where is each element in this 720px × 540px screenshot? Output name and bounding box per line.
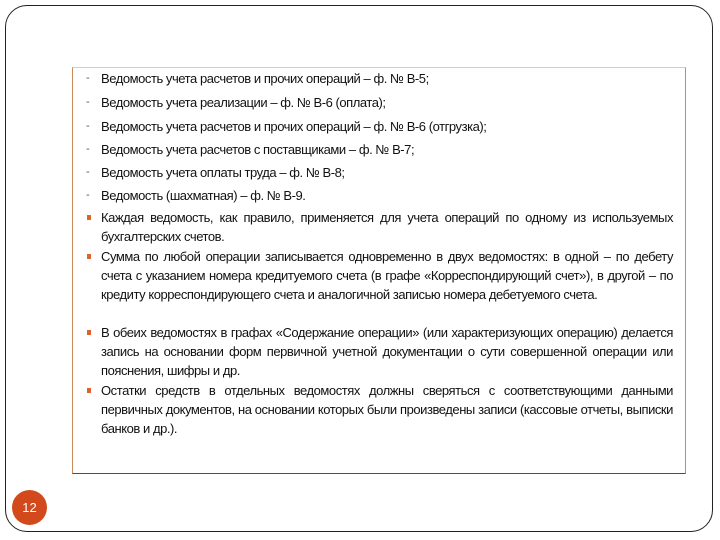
dash-marker: - [86, 72, 90, 84]
bullet-item [86, 323, 673, 380]
dash-marker: - [86, 166, 90, 178]
list-item-text: Ведомость учета реализации – ф. № В-6 (оплата); [101, 95, 386, 110]
list-item-text: Ведомость учета расчетов и прочих операций – ф. № В-6 (отгрузка); [101, 119, 487, 134]
dash-marker: - [86, 189, 90, 201]
dash-marker: - [86, 143, 90, 155]
list-item [86, 140, 673, 159]
list-item [86, 93, 673, 112]
square-bullet-icon [87, 388, 91, 393]
bullet-item-text: Каждая ведомость, как правило, применяется для учета операций по одному из используемых бухгалтерских счетов. [101, 210, 673, 244]
square-bullet-icon [87, 215, 91, 220]
bullet-item-text: Сумма по любой операции записывается одновременно в двух ведомостях: в одной – по дебету счета с указанием номера кредитуемого счета (в графе «Корреспондирующий счет»), в другой – по кредиту корреспондирующего счета и аналогичной записью номера дебетуемого счета. [101, 249, 673, 302]
list-item-text: Ведомость учета оплаты труда – ф. № В-8; [101, 165, 345, 180]
dash-marker: - [86, 96, 90, 108]
list-item [86, 117, 673, 136]
list-item-text: Ведомость учета расчетов с поставщиками – ф. № В-7; [101, 142, 415, 157]
bullet-item-text: В обеих ведомостях в графах «Содержание операции» (или характеризующих операцию) делается запись на основании форм первичной учетной документации о сути совершенной операции или пояснения, шифры и др. [101, 325, 673, 378]
bullet-item [86, 247, 673, 304]
square-bullet-icon [87, 330, 91, 335]
list-item [86, 163, 673, 182]
list-item-text: Ведомость (шахматная) – ф. № В-9. [101, 188, 306, 203]
dash-marker: - [86, 120, 90, 132]
list-item [86, 69, 673, 88]
square-bullet-icon [87, 254, 91, 259]
list-item [86, 186, 673, 205]
bullet-item [86, 381, 673, 438]
page-number-badge: 12 [12, 490, 47, 525]
bullet-item [86, 208, 673, 246]
bullet-item-text: Остатки средств в отдельных ведомостях должны сверяться с соответствующими данными первичных документов, на основании которых были произведены записи (кассовые отчеты, выписки банков и др.). [101, 383, 673, 436]
list-item-text: Ведомость учета расчетов и прочих операций – ф. № В-5; [101, 71, 429, 86]
